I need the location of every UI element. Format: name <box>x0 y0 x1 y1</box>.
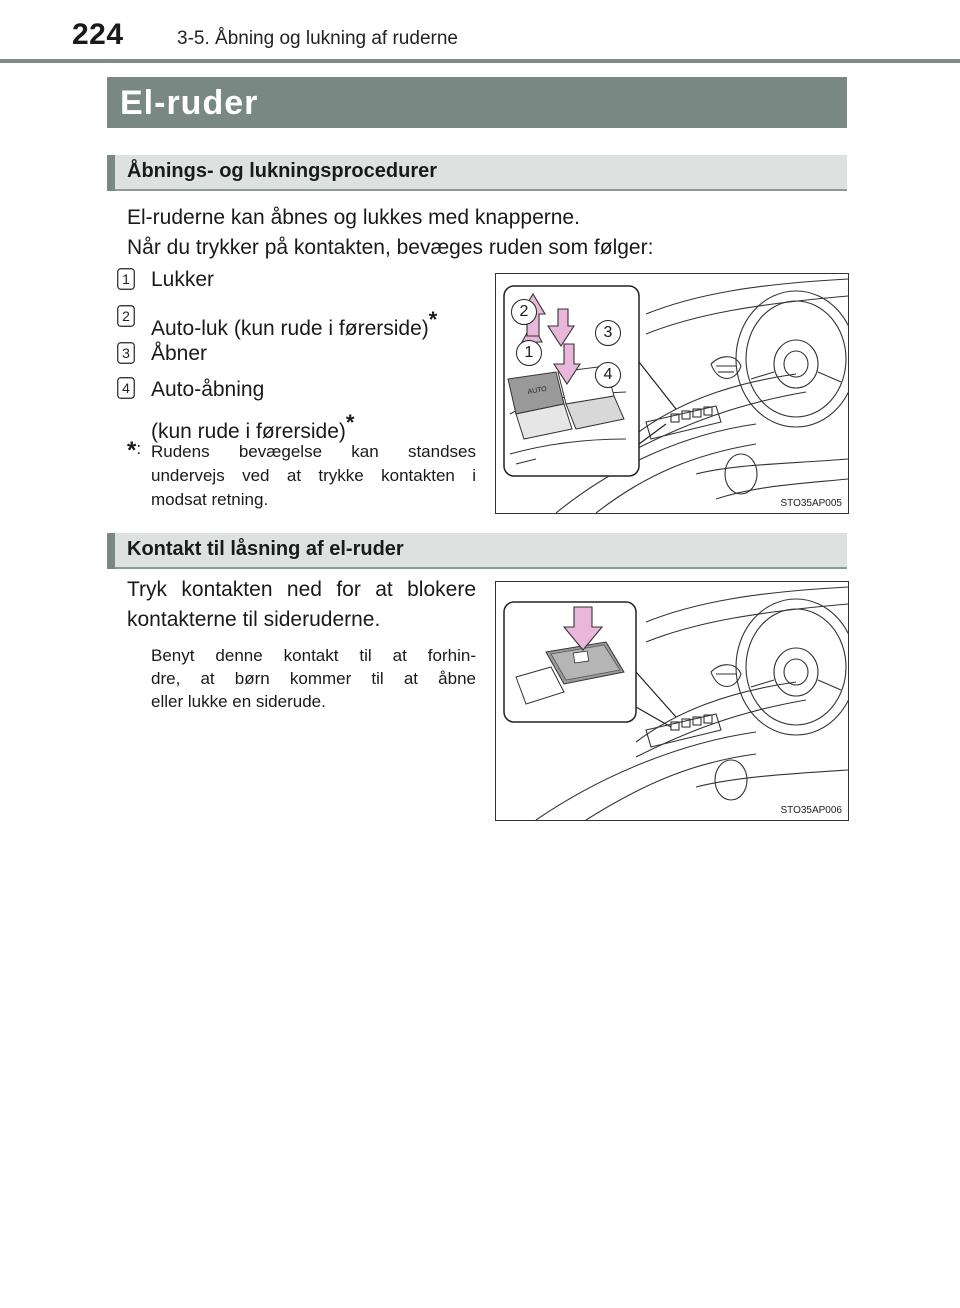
header-rule <box>0 59 960 63</box>
footnote-line3: modsat retning. <box>151 490 269 509</box>
intro-paragraph-line1: El-ruderne kan åbnes og lukkes med knapperne. <box>127 206 580 229</box>
page-number: 224 <box>72 18 124 51</box>
lock-note-line3: eller lukke en siderude. <box>151 692 326 711</box>
figure-lock-switch <box>495 581 849 821</box>
lock-body-line1: Tryk kontakten ned for at blokere <box>127 578 476 601</box>
callout-2: 2 <box>511 299 537 325</box>
lock-note-line1: Benyt denne kontakt til at forhin- <box>151 646 476 665</box>
section-heading-text: Åbnings- og lukningsprocedurer <box>127 160 438 182</box>
footnote-marker: *: <box>127 437 142 464</box>
item-4-label-line2 <box>151 410 354 444</box>
svg-text:1: 1 <box>122 271 130 287</box>
section-heading-text-2: Kontakt til låsning af el-ruder <box>127 538 404 560</box>
svg-text:4: 4 <box>122 380 130 396</box>
svg-text:3: 3 <box>122 345 130 361</box>
item-2-label <box>151 307 437 341</box>
item-4-asterisk: * <box>345 410 355 435</box>
footnote-line2: undervejs ved at trykke kontakten i <box>151 466 476 485</box>
number-box-4 <box>117 377 135 399</box>
door-illustration <box>496 274 848 513</box>
main-title-bar <box>107 77 847 128</box>
figure-code-1: STO35AP005 <box>780 498 842 509</box>
svg-text:2: 2 <box>122 308 130 324</box>
lock-switch-illustration <box>496 582 848 820</box>
lock-note-line2: dre, at børn kommer til at åbne <box>151 669 476 688</box>
lock-body-line2: kontakterne til sideruderne. <box>127 608 381 631</box>
item-1-label: Lukker <box>151 268 215 291</box>
section-heading-lock-switch <box>107 533 847 569</box>
callout-3: 3 <box>595 320 621 346</box>
header-section-title: 3-5. Åbning og lukning af ruderne <box>177 28 458 49</box>
item-2-text: Auto-luk (kun rude i førerside) <box>151 317 429 340</box>
item-3-label: Åbner <box>151 342 208 365</box>
figure-code-2: STO35AP006 <box>780 805 842 816</box>
item-4-text: (kun rude i førerside) <box>151 420 346 443</box>
number-box-2 <box>117 305 135 327</box>
figure-window-switches <box>495 273 849 514</box>
main-title: El-ruder <box>120 84 259 122</box>
callout-1: 1 <box>516 340 542 366</box>
footnote-line1: Rudens bevægelse kan standses <box>151 442 476 461</box>
number-box-3 <box>117 342 135 364</box>
item-4-label: Auto-åbning <box>151 378 265 401</box>
item-2-asterisk: * <box>428 307 438 332</box>
svg-text:AUTO: AUTO <box>527 385 548 396</box>
number-box-1 <box>117 268 135 290</box>
callout-4: 4 <box>595 362 621 388</box>
section-heading-procedures <box>107 155 847 191</box>
intro-paragraph-line2: Når du trykker på kontakten, bevæges ruden som følger: <box>127 236 654 259</box>
